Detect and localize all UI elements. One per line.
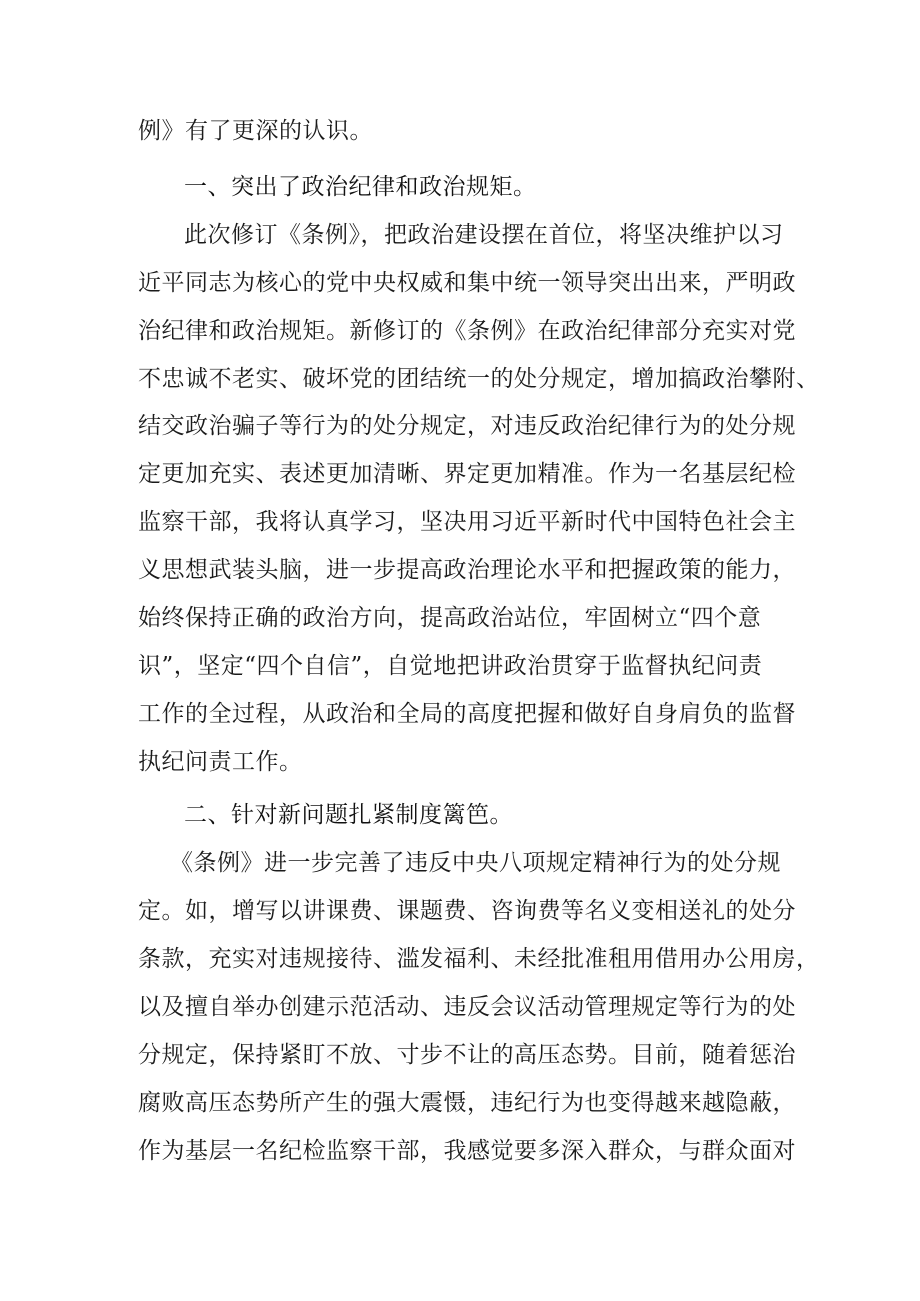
paragraph-line: 监察干部，我将认真学习，坚决用习近平新时代中国特色社会主 [138,509,796,535]
section-heading: 二、针对新问题扎紧制度篱笆。 [184,802,513,828]
paragraph-line: 腐败高压态势所产生的强大震慑，违纪行为也变得越来越隐蔽， [138,1090,796,1116]
paragraph-line: 定更加充实、表述更加清晰、界定更加精准。作为一名基层纪检 [138,461,796,487]
paragraph-line: 结交政治骗子等行为的处分规定，对违反政治纪律行为的处分规 [138,413,796,439]
paragraph-line: 治纪律和政治规矩。新修订的《条例》在政治纪律部分充实对党 [138,318,796,344]
paragraph-line: 以及擅自举办创建示范活动、违反会议活动管理规定等行为的处 [138,994,796,1020]
paragraph-line: 分规定，保持紧盯不放、寸步不让的高压态势。目前，随着惩治 [138,1042,796,1068]
paragraph-line: 《条例》进一步完善了违反中央八项规定精神行为的处分规 [170,850,781,876]
paragraph-line: 此次修订《条例》，把政治建设摆在首位，将坚决维护以习 [184,222,784,248]
paragraph-line: 条款，充实对违规接待、滥发福利、未经批准租用借用办公用房， [138,946,820,972]
paragraph-line: 识”，坚定“四个自信”，自觉地把讲政治贯穿于监督执纪问责 [138,653,763,679]
paragraph-line: 始终保持正确的政治方向，提高政治站位，牢固树立“四个意 [138,605,762,631]
paragraph-line: 工作的全过程，从政治和全局的高度把握和做好自身肩负的监督 [138,701,796,727]
paragraph-line: 作为基层一名纪检监察干部，我感觉要多深入群众，与群众面对 [138,1138,796,1164]
paragraph-line: 义思想武装头脑，进一步提高政治理论水平和把握政策的能力， [138,557,796,583]
paragraph-line: 执纪问责工作。 [138,749,303,775]
paragraph-line: 例》有了更深的认识。 [138,118,373,144]
section-heading: 一、突出了政治纪律和政治规矩。 [184,174,537,200]
paragraph-line: 定。如，增写以讲课费、课题费、咨询费等名义变相送礼的处分 [138,898,796,924]
paragraph-line: 近平同志为核心的党中央权威和集中统一领导突出出来，严明政 [138,270,796,296]
paragraph-line: 不忠诚不老实、破坏党的团结统一的处分规定，增加搞政治攀附、 [138,366,820,392]
